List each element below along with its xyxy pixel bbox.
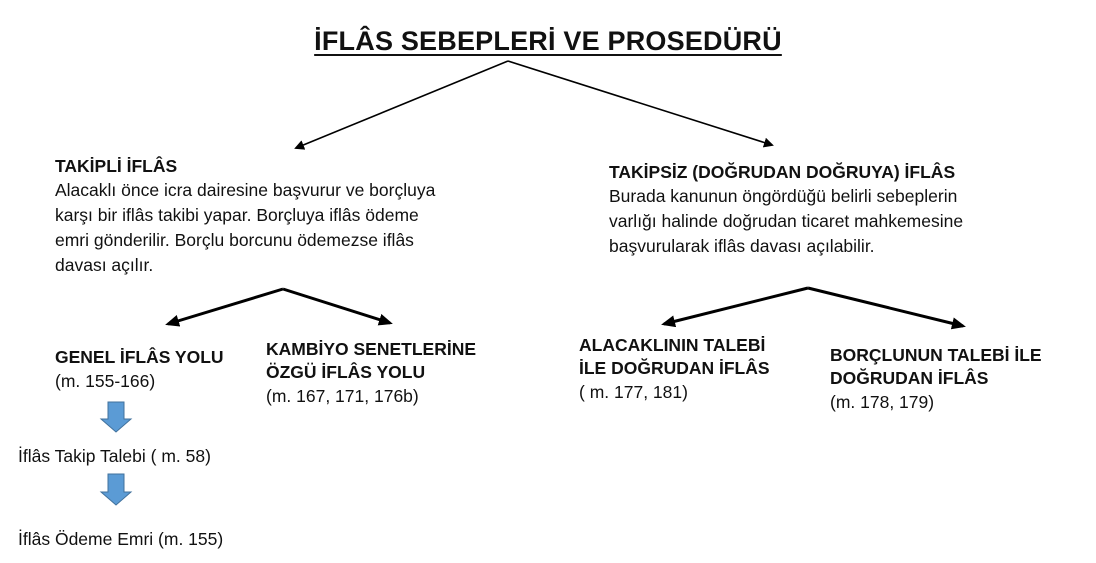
step-iflas-takip-talebi: İflâs Takip Talebi ( m. 58) xyxy=(18,446,211,466)
takipsiz-iflas-description xyxy=(609,184,963,259)
description-line: emri gönderilir. Borçlu borcunu ödemezse iflâs xyxy=(55,230,414,250)
arrow-to-kambiyo xyxy=(283,289,390,323)
down-arrow-2 xyxy=(101,474,131,505)
borclunun-ref: (m. 178, 179) xyxy=(830,392,935,412)
alacaklinin-heading-line: ALACAKLININ TALEBİ xyxy=(579,335,766,355)
takipsiz-iflas-block xyxy=(609,160,963,259)
kambiyo-heading-line: KAMBİYO SENETLERİNE xyxy=(266,339,477,359)
genel-iflas-yolu-block xyxy=(55,346,224,393)
description-line: karşı bir iflâs takibi yapar. Borçluya iflâs ödeme xyxy=(55,205,419,225)
arrow-to-alacaklinin xyxy=(664,288,808,324)
diagram-title: İFLÂS SEBEPLERİ VE PROSEDÜRÜ xyxy=(314,26,782,56)
description-line: Burada kanunun öngördüğü belirli sebeplerin xyxy=(609,186,958,206)
genel-iflas-yolu-ref: (m. 155-166) xyxy=(55,371,156,391)
borclunun-heading-line: DOĞRUDAN İFLÂS xyxy=(830,368,989,388)
step-iflas-odeme-emri: İflâs Ödeme Emri (m. 155) xyxy=(18,529,224,549)
borclunun-talebi-block xyxy=(830,344,1042,414)
description-line: başvurularak iflâs davası açılabilir. xyxy=(609,236,875,256)
genel-iflas-yolu-heading: GENEL İFLÂS YOLU xyxy=(55,347,224,367)
alacaklinin-talebi-block xyxy=(579,334,770,404)
description-line: davası açılır. xyxy=(55,255,154,275)
alacaklinin-ref: ( m. 177, 181) xyxy=(579,382,688,402)
takipli-iflas-description xyxy=(55,178,435,278)
arrow-to-takipsiz xyxy=(508,61,772,145)
arrow-to-genel xyxy=(168,289,283,324)
description-line: Alacaklı önce icra dairesine başvurur ve borçluya xyxy=(55,180,436,200)
down-arrow-1 xyxy=(101,402,131,432)
takipli-iflas-block xyxy=(55,154,435,278)
arrow-to-borclunun xyxy=(808,288,963,326)
borclunun-heading-line: BORÇLUNUN TALEBİ İLE xyxy=(830,345,1042,365)
kambiyo-ref: (m. 167, 171, 176b) xyxy=(266,386,419,406)
takipsiz-iflas-heading: TAKİPSİZ (DOĞRUDAN DOĞRUYA) İFLÂS xyxy=(609,162,956,182)
takipli-iflas-heading: TAKİPLİ İFLÂS xyxy=(55,156,178,176)
alacaklinin-heading-line: İLE DOĞRUDAN İFLÂS xyxy=(579,358,770,378)
arrow-to-takipli xyxy=(296,61,508,148)
kambiyo-heading-line: ÖZGÜ İFLÂS YOLU xyxy=(266,362,426,382)
description-line: varlığı halinde doğrudan ticaret mahkemesine xyxy=(609,211,964,231)
kambiyo-iflas-yolu-block xyxy=(266,338,476,408)
